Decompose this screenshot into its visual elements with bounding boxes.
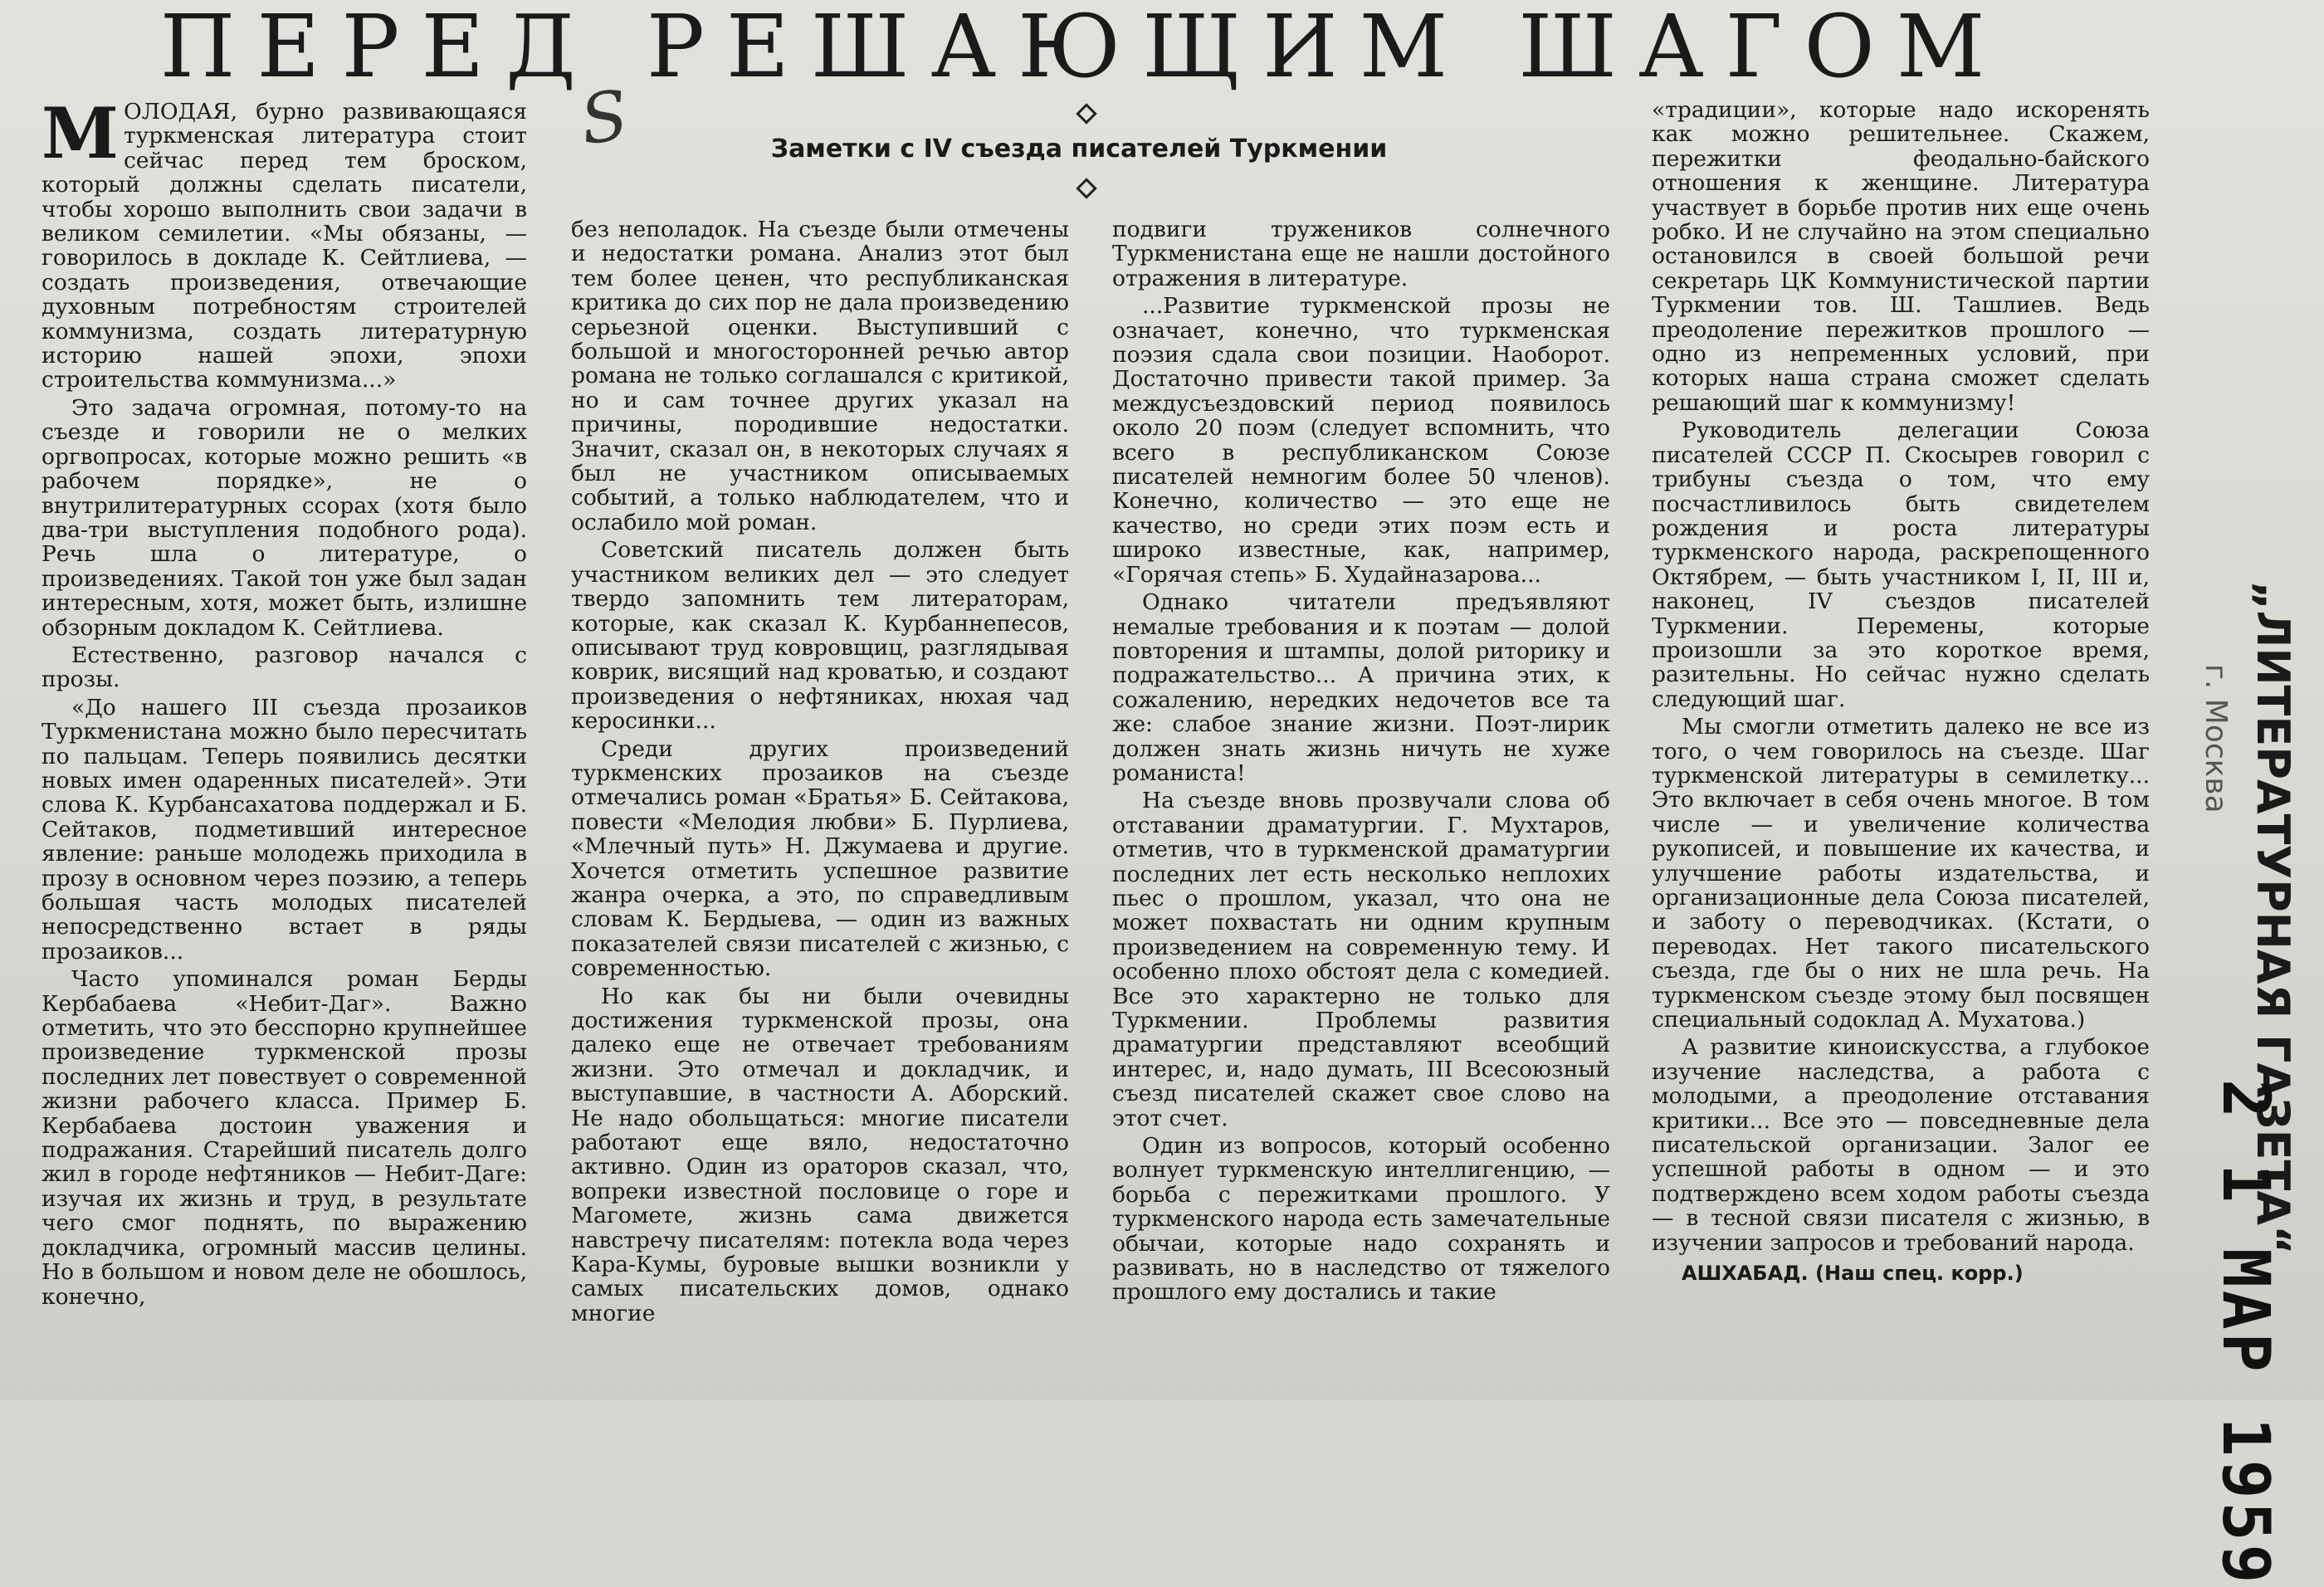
article-column-2 bbox=[571, 217, 1069, 1329]
paragraph: Среди других произведений туркменских прозаиков на съезде отмечались роман «Братья» Б. Сейтакова, повести «Мелодия любви» Б. Пурлиева, «Млечный путь» Н. Джумаева и другие. Хочется отметить успешное развитие жанра очерка, а это, по справедливым словам К. Бердыева, — один из важных показателей связи писателей с жизнью, с современностью. bbox=[571, 735, 1069, 982]
paragraph: Советский писатель должен быть участником великих дел — это следует твердо запомнить тем литераторам, которые, как сказал К. Курбаннепесов, описывают труд ковровщиц, разглядывая коврик, висящий над кроватью, и создают произведения о нефтяниках, нюхая чад керосинки... bbox=[571, 537, 1069, 735]
correspondent-signoff: АШХАБАД. (Наш спец. корр.) bbox=[1682, 1262, 2024, 1286]
paragraph: «традиции», которые надо искоренять как можно решительнее. Скажем, пережитки феодально-байского отношения к женщине. Литература участвует в борьбе против них еще очень робко. И не случайно на этом специально остановился в своей большой речи секретарь ЦК Коммунистической партии Туркмении тов. Ш. Ташлиев. Ведь преодоление пережитков прошлого — одно из непременных условий, при которых наша страна сможет сделать решающий шаг к коммунизму! bbox=[1652, 97, 2150, 416]
city-label: г. Москва bbox=[2199, 664, 2233, 813]
diamond-ornament-bottom bbox=[1076, 178, 1096, 198]
date-stamp: 2 1 МАР 1959 bbox=[2208, 1079, 2282, 1587]
article-column-1 bbox=[42, 92, 527, 1312]
paragraph: МОЛОДАЯ, бурно развивающаяся туркменская литература стоит сейчас перед тем броском, который должны сделать писатели, чтобы хорошо выполнить свои задачи в великом семилетии. «Мы обязаны, — говорилось в докладе К. Сейтлиева, — создать произведения, отвечающие духовным потребностям строителей коммунизма, создать литературную историю нашей эпохи, эпохи строительства коммунизма...» bbox=[42, 92, 527, 393]
handwritten-mark: S bbox=[575, 76, 633, 161]
paragraph: без неполадок. На съезде были отмечены и недостатки романа. Анализ этот был тем более ценен, что республиканская критика до сих пор не дала произведению серьезной оценки. Выступивший с большой и многосторонней речью автор романа не только соглашался с критикой, но и сам точнее других указал на причины, породившие недостатки. Значит, сказал он, в некоторых случаях я был не участником описываемых событий, а только наблюдателем, что и ослабило мой роман. bbox=[571, 217, 1069, 535]
paragraph: Один из вопросов, который особенно волнует туркменскую интеллигенцию, — борьба с пережитками прошлого. У туркменского народа есть замечательные обычаи, которые надо сохранять и развивать, но в наследство от тяжелого прошлого ему достались и такие bbox=[1112, 1133, 1610, 1306]
diamond-ornament-top bbox=[1076, 103, 1096, 124]
paragraph: Однако читатели предъявляют немалые требования и к поэтам — долой повторения и штампы, долой риторику и подражательство... А причина этих, к сожалению, нередких недочетов все та же: слабое знание жизни. Поэт-лирик должен знать жизнь ничуть не хуже романиста! bbox=[1112, 589, 1610, 786]
paragraph: подвиги тружеников солнечного Туркменистана еще не нашли достойного отражения в литературе. bbox=[1112, 217, 1610, 291]
drop-cap: М bbox=[42, 92, 119, 174]
paragraph: ...Развитие туркменской прозы не означает, конечно, что туркменская поэзия сдала свои позиции. Наоборот. Достаточно привести такой пример. За междусъездовский период появилось около 20 поэм (следует вспомнить, что всего в республиканском Союзе писателей немногим более 50 членов). Конечно, количество — это еще не качество, но среди этих поэм есть и широко известные, как, например, «Горячая степь» Б. Худайназарова... bbox=[1112, 293, 1610, 588]
paragraph: На съезде вновь прозвучали слова об отставании драматургии. Г. Мухтаров, отметив, что в туркменской драматургии последних лет есть несколько неплохих пьес о прошлом, указал, что она не может похвастать ни одним крупным произведением на современную тему. И особенно плохо обстоят дела с комедией. Все это характерно не только для Туркмении. Проблемы развития драматургии представляют всеобщий интерес, и, надо думать, III Всесоюзный съезд писателей скажет свое слово на этот счет. bbox=[1112, 788, 1610, 1131]
newspaper-masthead: „ЛИТЕРАТУРНАЯ ГАЗЕТА“ bbox=[2247, 581, 2299, 1255]
paragraph: Часто упоминался роман Берды Кербабаева «Небит-Даг». Важно отметить, что это бесспорно крупнейшее произведение туркменской прозы последних лет повествует о современной жизни рабочего класса. Пример Б. Кербабаева достоин уважения и подражания. Старейший писатель долго жил в городе нефтяников — Небит-Даге: изучая их жизнь и труд, в результате чего смог поднять, по выражению докладчика, огромный массив целины. Но в большом и новом деле не обошлось, конечно, bbox=[42, 966, 527, 1310]
paragraph: А развитие киноискусства, а глубокое изучение наследства, а работа с молодыми, а преодоление отставания критики... Все это — повседневные дела писательской организации. Залог ее успешной работы в одном — и это подтверждено всем ходом работы съезда — в тесной связи писателя с жизнью, в изучении запросов и требований народа. bbox=[1652, 1034, 2150, 1256]
subtitle: Заметки с IV съезда писателей Туркмении bbox=[770, 134, 1388, 164]
paragraph: Естественно, разговор начался с прозы. bbox=[42, 642, 527, 693]
paragraph: Мы смогли отметить далеко не все из того, о чем говорилось на съезде. Шаг туркменской литературы в семилетку... Это включает в себя очень многое. В том числе — и увеличение количества рукописей, и повышение их качества, и улучшение работы издательства, и организационные дела Союза писателей, и заботу о переводчиках. (Кстати, о переводах. Нет такого писательского съезда, где бы о них не шла речь. На туркменском съезде этому был посвящен специальный содоклад А. Мухатова.) bbox=[1652, 714, 2150, 1033]
article-column-3 bbox=[1112, 217, 1610, 1308]
article-column-4 bbox=[1652, 98, 2150, 1287]
paragraph: Это задача огромная, потому-то на съезде и говорили не о мелких оргвопросах, которые можно решить «в рабочем порядке», не о внутрилитературных ссорах (хотя было два-три выступления подобного рода). Речь шла о литературе, о произведениях. Такой тон уже был задан интересным, хотя, может быть, излишне обзорным докладом К. Сейтлиева. bbox=[42, 394, 527, 641]
headline: ПЕРЕД РЕШАЮЩИМ ШАГОМ bbox=[159, 0, 2007, 97]
paragraph: «До нашего III съезда прозаиков Туркменистана можно было пересчитать по пальцам. Теперь появились десятки новых имен одаренных писателей». Эти слова К. Курбансахатова поддержал и Б. Сейтаков, подметивший интересное явление: раньше молодежь приходила в прозу в основном через поэзию, а теперь большая часть молодых писателей непосредственно встает в ряды прозаиков... bbox=[42, 694, 527, 964]
paragraph: Руководитель делегации Союза писателей СССР П. Скосырев говорил с трибуны съезда о том, что ему посчастливилось быть свидетелем рождения и роста литературы туркменского народа, раскрепощенного Октябрем, — быть участником I, II, III и, наконец, IV съездов писателей Туркмении. Перемены, которые произошли за это короткое время, разительны. Но сейчас нужно сделать следующий шаг. bbox=[1652, 418, 2150, 712]
paragraph: Но как бы ни были очевидны достижения туркменской прозы, она далеко еще не отвечает требованиям жизни. Это отмечал и докладчик, и выступавшие, в частности А. Аборский. Не надо обольщаться: многие писатели работают еще вяло, недостаточно активно. Один из ораторов сказал, что, вопреки известной пословице о горе и Магомете, жизнь сама движется навстречу писателям: потекла вода через Кара-Кумы, буровые вышки возникли у самых писательских домов, однако многие bbox=[571, 983, 1069, 1326]
